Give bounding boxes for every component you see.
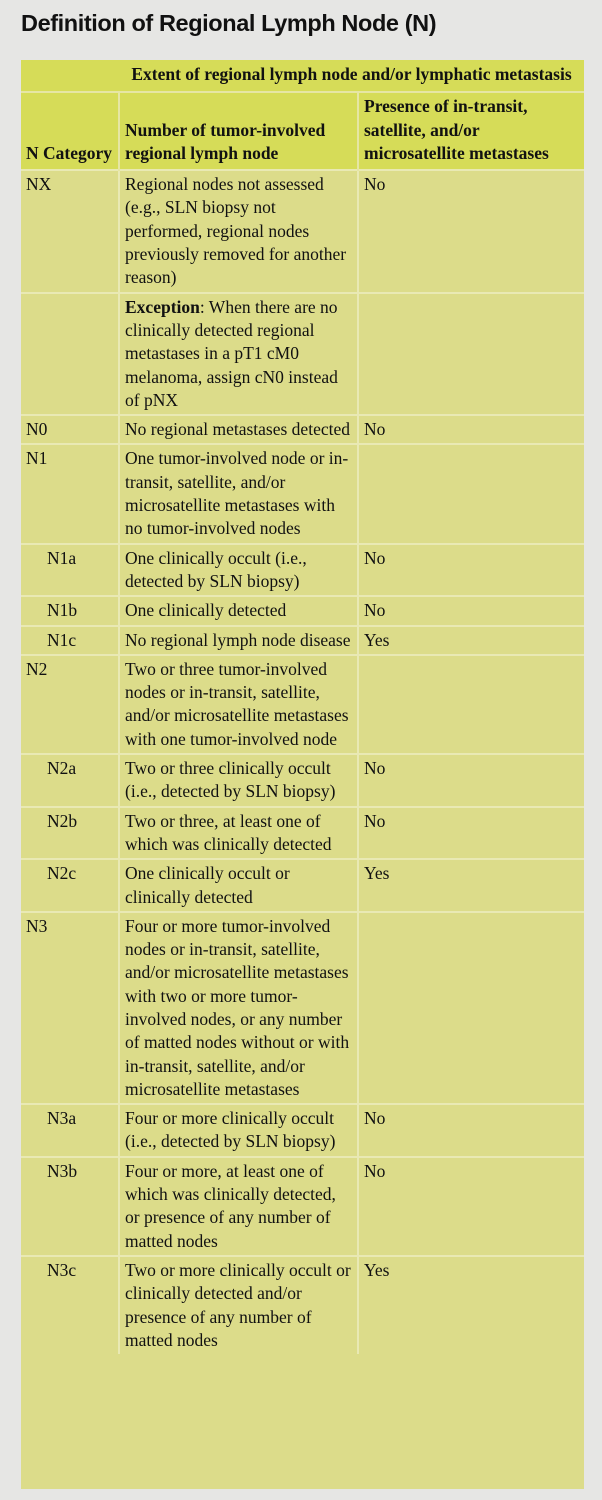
number-nodes-cell: Four or more clinically occult (i.e., detected by SLN biopsy) — [119, 1104, 358, 1157]
presence-cell: No — [358, 1157, 584, 1256]
presence-cell: No — [358, 754, 584, 807]
table-row — [21, 807, 584, 860]
header-extent: Extent of regional lymph node and/or lymphatic metastasis — [119, 60, 584, 92]
n-category-cell: N3a — [21, 1104, 119, 1157]
table-row — [21, 859, 584, 912]
n-category-cell: N3b — [21, 1157, 119, 1256]
header-number-nodes: Number of tumor-involved regional lymph node — [119, 92, 358, 170]
n-category-table — [21, 60, 584, 1489]
number-nodes-cell — [119, 293, 358, 415]
presence-cell: Yes — [358, 859, 584, 912]
table-row — [21, 626, 584, 655]
n-category-cell: N1 — [21, 444, 119, 543]
presence-cell — [358, 655, 584, 754]
header-n-category: N Category — [21, 92, 119, 170]
number-nodes-cell: Two or three tumor-involved nodes or in-transit, satellite, and/or microsatellite metastases with one tumor-involved node — [119, 655, 358, 754]
n-category-cell: N1b — [21, 596, 119, 625]
n-category-cell: N2a — [21, 754, 119, 807]
number-nodes-cell: One tumor-involved node or in-transit, satellite, and/or microsatellite metastases with no tumor-involved nodes — [119, 444, 358, 543]
table-row — [21, 1104, 584, 1157]
table-row — [21, 596, 584, 625]
header-presence: Presence of in-transit, satellite, and/or microsatellite metastases — [358, 92, 584, 170]
number-nodes-cell: Regional nodes not assessed (e.g., SLN biopsy not performed, regional nodes previously removed for another reason) — [119, 170, 358, 292]
presence-cell: No — [358, 596, 584, 625]
table-row — [21, 1256, 584, 1354]
number-nodes-cell: One clinically detected — [119, 596, 358, 625]
presence-cell: No — [358, 807, 584, 860]
number-nodes-cell: Two or three, at least one of which was clinically detected — [119, 807, 358, 860]
table-row — [21, 754, 584, 807]
table-row — [21, 544, 584, 597]
table-row — [21, 293, 584, 415]
presence-cell: Yes — [358, 1256, 584, 1354]
number-nodes-cell: No regional metastases detected — [119, 415, 358, 444]
table-row — [21, 655, 584, 754]
table-row — [21, 1157, 584, 1256]
n-category-cell: N3c — [21, 1256, 119, 1354]
n-category-cell: N1c — [21, 626, 119, 655]
table-row — [21, 415, 584, 444]
table-row — [21, 170, 584, 292]
presence-cell: No — [358, 544, 584, 597]
presence-cell: No — [358, 1104, 584, 1157]
n-category-cell: N2b — [21, 807, 119, 860]
presence-cell: No — [358, 415, 584, 444]
n-category-cell: N1a — [21, 544, 119, 597]
n-category-cell: N2c — [21, 859, 119, 912]
presence-cell — [358, 444, 584, 543]
number-nodes-cell: Four or more tumor-involved nodes or in-transit, satellite, and/or microsatellite metastases with two or more tumor-involved nodes, or any number of matted nodes without or with in-transit, satellite, and/or microsatellite metastases — [119, 912, 358, 1104]
n-category-cell: NX — [21, 170, 119, 292]
number-nodes-cell: No regional lymph node disease — [119, 626, 358, 655]
presence-cell: No — [358, 170, 584, 292]
n-category-cell: N0 — [21, 415, 119, 444]
presence-cell — [358, 293, 584, 415]
exception-label: Exception — [125, 296, 200, 317]
number-nodes-cell: Two or more clinically occult or clinically detected and/or presence of any number of matted nodes — [119, 1256, 358, 1354]
n-category-cell — [21, 293, 119, 415]
number-nodes-cell: One clinically occult (i.e., detected by SLN biopsy) — [119, 544, 358, 597]
table-row — [21, 444, 584, 543]
page-title: Definition of Regional Lymph Node (N) — [21, 10, 437, 36]
table-row — [21, 912, 584, 1104]
presence-cell: Yes — [358, 626, 584, 655]
header-blank — [21, 60, 119, 92]
number-nodes-cell: Four or more, at least one of which was clinically detected, or presence of any number of matted nodes — [119, 1157, 358, 1256]
number-nodes-cell: Two or three clinically occult (i.e., detected by SLN biopsy) — [119, 754, 358, 807]
presence-cell — [358, 912, 584, 1104]
n-category-cell: N3 — [21, 912, 119, 1104]
exception-text: : When there are no clinically detected regional metastases in a pT1 cM0 melanoma, assign cN0 instead of pNX — [125, 296, 338, 410]
n-category-cell: N2 — [21, 655, 119, 754]
number-nodes-cell: One clinically occult or clinically detected — [119, 859, 358, 912]
